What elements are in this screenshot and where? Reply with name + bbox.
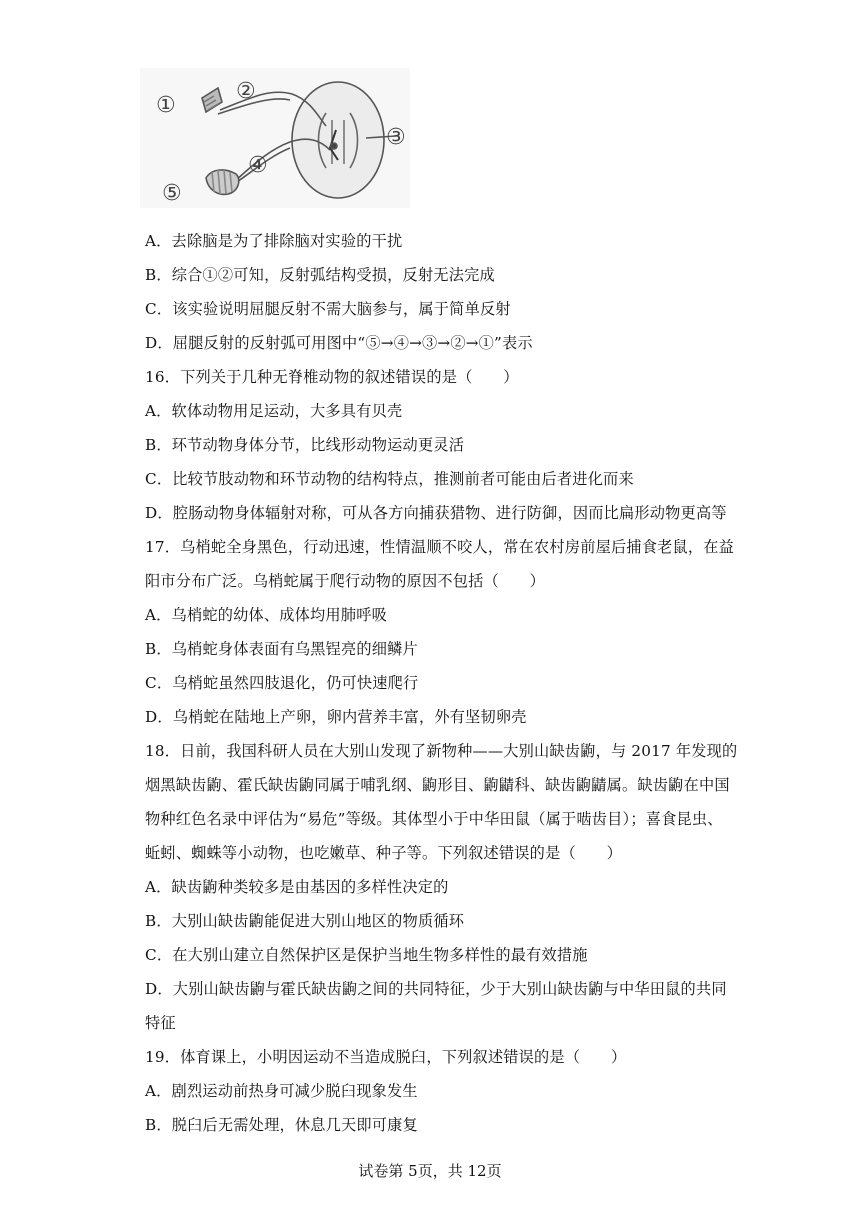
- option-text: A．剧烈运动前热身可减少脱臼现象发生: [145, 1082, 418, 1100]
- option-text: D．大别山缺齿鼩与霍氏缺齿鼩之间的共同特征，少于大别山缺齿鼩与中华田鼠的共同: [145, 980, 727, 998]
- diagram-label-1: ①: [156, 93, 176, 118]
- question-text: 物种红色名录中评估为“易危”等级。其体型小于中华田鼠（属于啮齿目）；喜食昆虫、: [145, 810, 723, 828]
- option-text: C．比较节肢动物和环节动物的结构特点，推测前者可能由后者进化而来: [145, 470, 634, 488]
- option-text: D．腔肠动物身体辐射对称，可从各方向捕获猎物、进行防御，因而比扁形动物更高等: [145, 504, 727, 522]
- option-text: A．软体动物用足运动，大多具有贝壳: [145, 402, 403, 420]
- page-footer: 试卷第 5页，共 12页: [358, 1162, 502, 1180]
- option-text: B．大别山缺齿鼩能促进大别山地区的物质循环: [145, 912, 465, 930]
- question-text: 烟黑缺齿鼩、霍氏缺齿鼩同属于哺乳纲、鼩形目、鼩鼱科、缺齿鼩鼱属。缺齿鼩在中国: [145, 776, 730, 794]
- diagram-label-2: ②: [236, 79, 256, 104]
- option-text: A．缺齿鼩种类较多是由基因的多样性决定的: [145, 878, 449, 896]
- option-text: D．屈腿反射的反射弧可用图中“⑤→④→③→②→①”表示: [145, 334, 533, 352]
- option-text: B．环节动物身体分节，比线形动物运动更灵活: [145, 436, 465, 454]
- question-text: 16．下列关于几种无脊椎动物的叙述错误的是（ ）: [145, 368, 519, 386]
- diagram-label-5: ⑤: [162, 181, 182, 206]
- question-text: 蚯蚓、蜘蛛等小动物，也吃嫩草、种子等。下列叙述错误的是（ ）: [145, 844, 623, 862]
- question-text: 阳市分布广泛。乌梢蛇属于爬行动物的原因不包括（ ）: [145, 572, 546, 590]
- question-text: 19．体育课上，小明因运动不当造成脱臼，下列叙述错误的是（ ）: [145, 1048, 627, 1066]
- question-text: 18．日前，我国科研人员在大别山发现了新物种——大别山缺齿鼩，与 2017 年发现的: [145, 742, 738, 760]
- option-text: C．乌梢蛇虽然四肢退化，仍可快速爬行: [145, 674, 419, 692]
- diagram-label-4: ④: [248, 153, 268, 178]
- option-text: B．综合①②可知，反射弧结构受损，反射无法完成: [145, 266, 495, 284]
- option-text: C．该实验说明屈腿反射不需大脑参与，属于简单反射: [145, 300, 511, 318]
- option-text: A．去除脑是为了排除脑对实验的干扰: [145, 232, 403, 250]
- option-text: D．乌梢蛇在陆地上产卵，卵内营养丰富，外有坚韧卵壳: [145, 708, 527, 726]
- option-text: A．乌梢蛇的幼体、成体均用肺呼吸: [145, 606, 387, 624]
- option-text: B．脱臼后无需处理，休息几天即可康复: [145, 1116, 418, 1134]
- diagram-label-3: ③: [386, 125, 406, 150]
- option-text: 特征: [145, 1014, 176, 1032]
- reflex-arc-diagram: [140, 68, 410, 208]
- option-text: C．在大别山建立自然保护区是保护当地生物多样性的最有效措施: [145, 946, 588, 964]
- option-text: B．乌梢蛇身体表面有乌黑锃亮的细鳞片: [145, 640, 418, 658]
- question-text: 17．乌梢蛇全身黑色，行动迅速，性情温顺不咬人，常在农村房前屋后捕食老鼠，在益: [145, 538, 735, 556]
